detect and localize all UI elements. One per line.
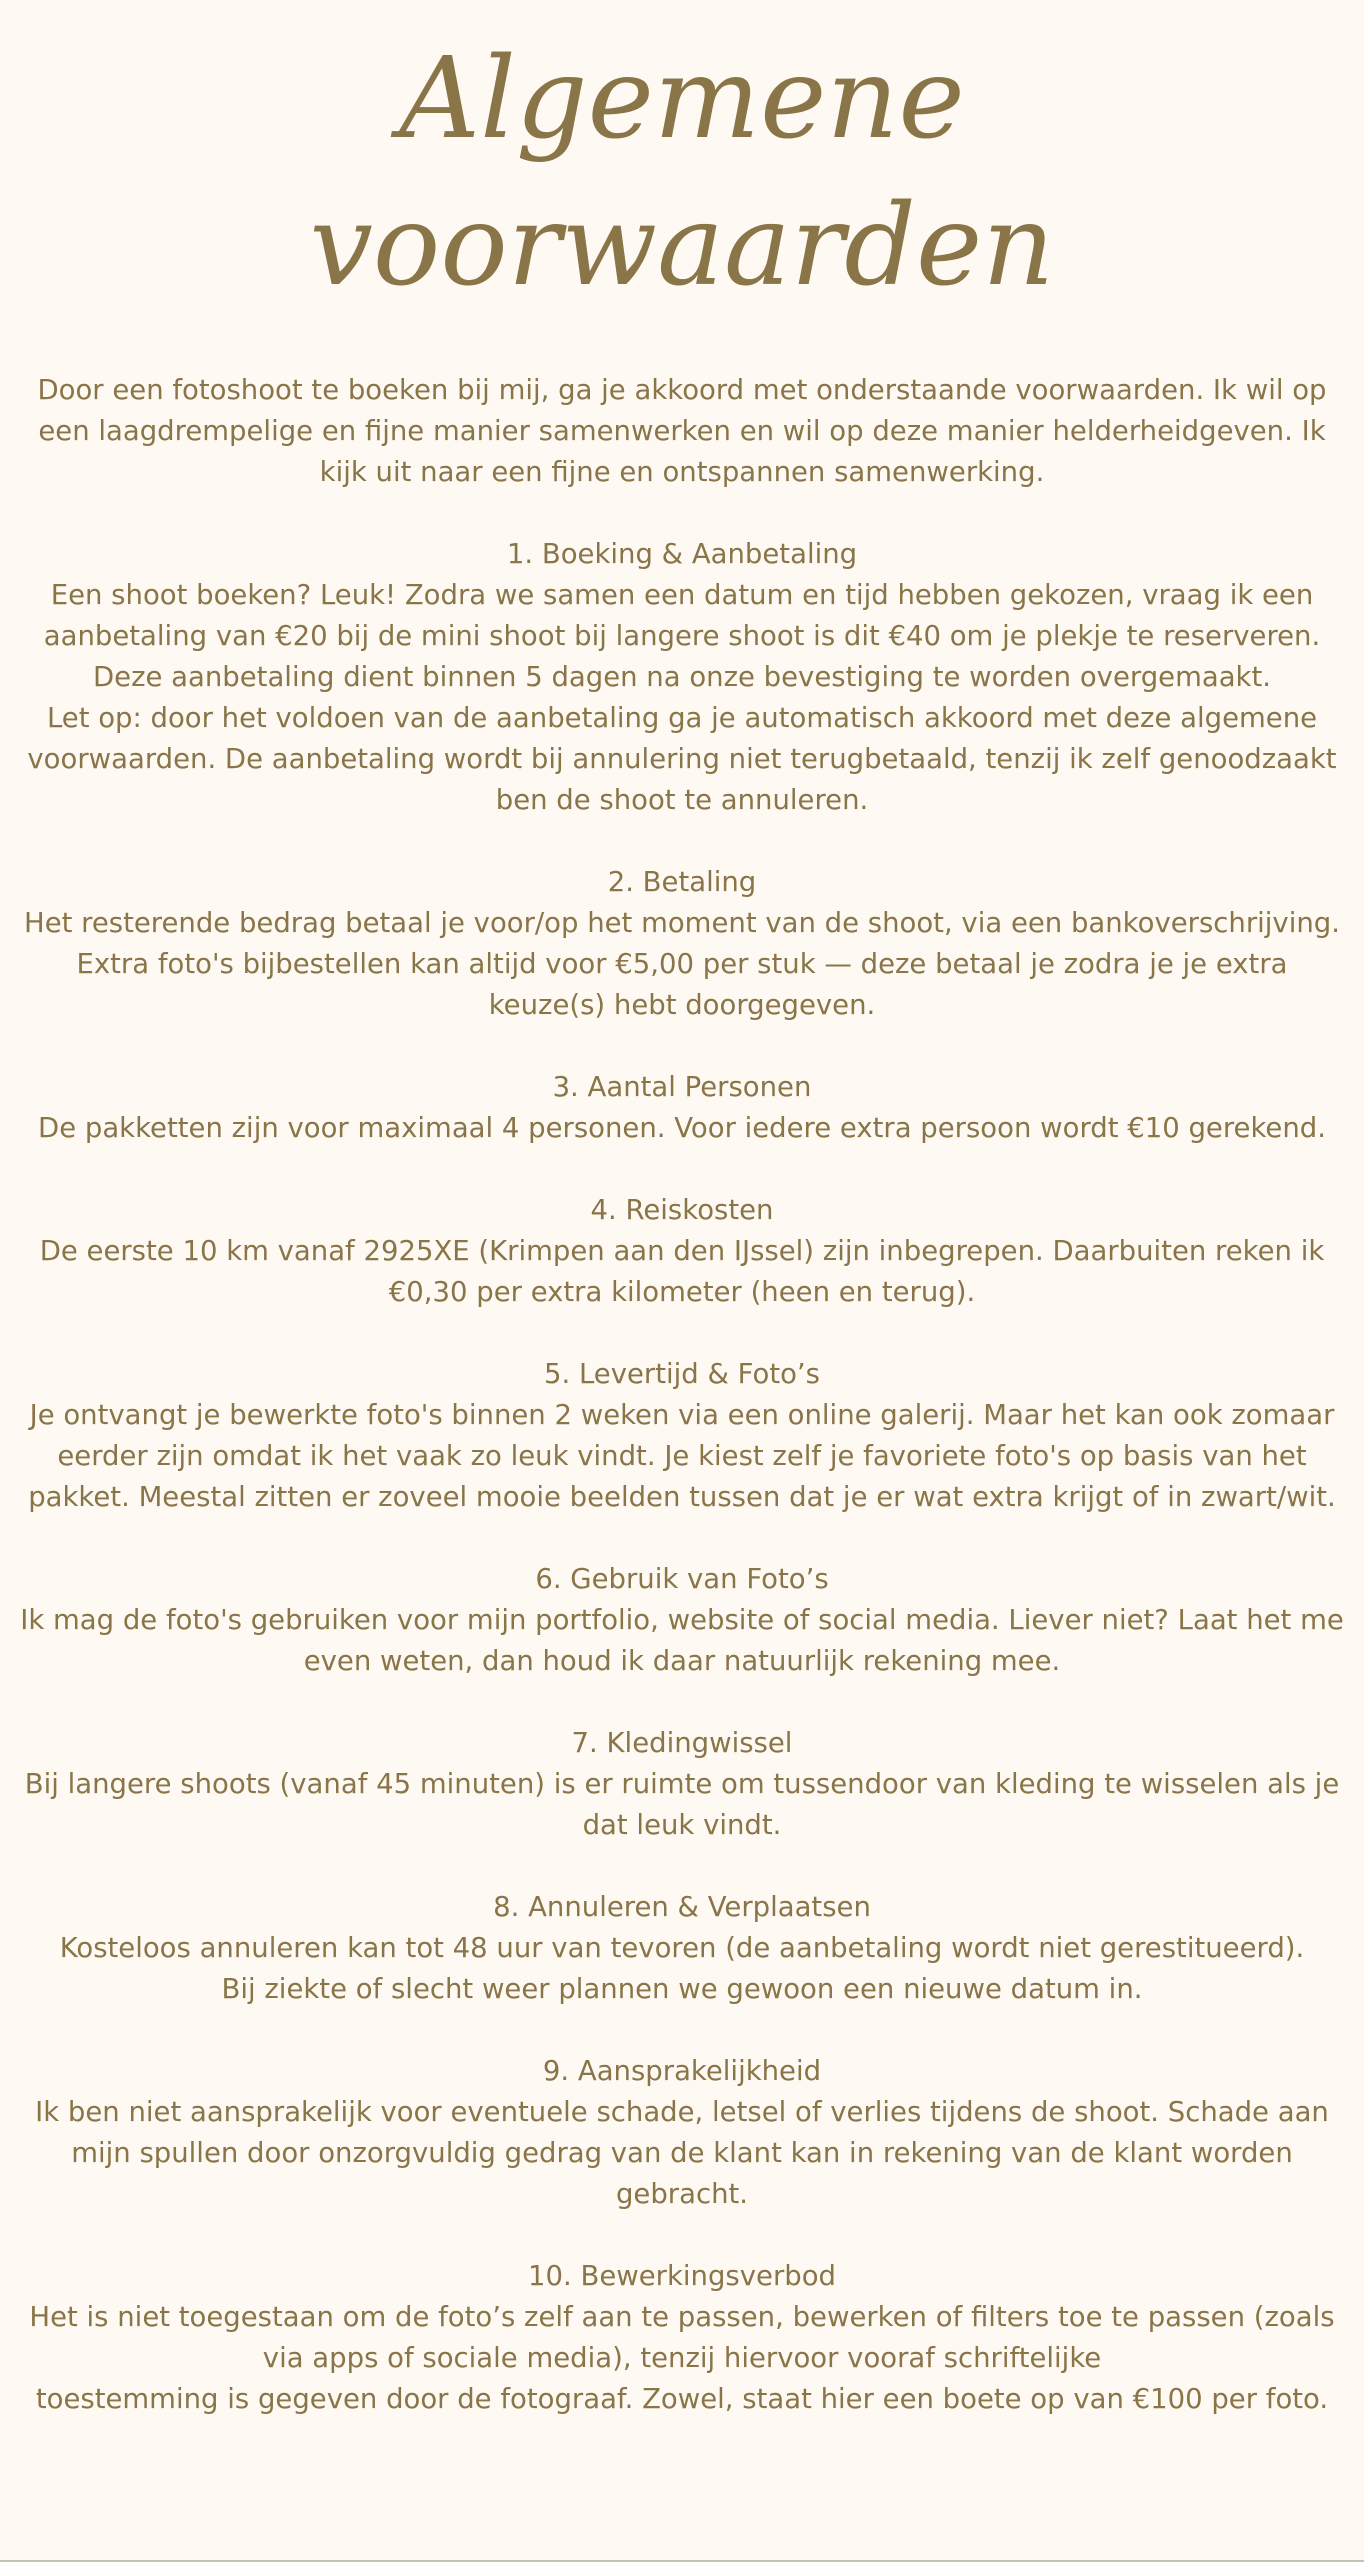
section-text: Bij ziekte of slecht weer plannen we gewoon een nieuwe datum in. — [221, 1973, 1143, 2005]
section-text: Ik ben niet aansprakelijk voor eventuele schade, letsel of verlies tijdens de shoot. Schade aan mijn spullen door onzorgvuldig gedrag van de klant kan in rekening van de klant worden gebracht. — [35, 2096, 1329, 2210]
terms-section-4 — [14, 1190, 1350, 1313]
section-heading: 3. Aantal Personen — [552, 1071, 812, 1103]
section-heading: 2. Betaling — [607, 866, 757, 898]
terms-section-3 — [14, 1067, 1350, 1149]
section-text: Let op: door het voldoen van de aanbetaling ga je automatisch akkoord met deze algemene voorwaarden. De aanbetaling wordt bij annulering niet terugbetaald, tenzij ik zelf genoodzaakt ben de shoot te annuleren. — [27, 702, 1337, 816]
section-heading: 10. Bewerkingsverbod — [528, 2260, 836, 2292]
title-line-2: voorwaarden — [309, 181, 1055, 311]
section-heading: 9. Aansprakelijkheid — [542, 2055, 822, 2087]
terms-section-6 — [14, 1559, 1350, 1682]
terms-content — [14, 370, 1350, 2420]
section-text: Een shoot boeken? Leuk! Zodra we samen een datum en tijd hebben gekozen, vraag ik een aanbetaling van €20 bij de mini shoot bij langere shoot is dit €40 om je plekje te reserveren. Deze aanbetaling dient binnen 5 dagen na onze bevestiging te worden overgemaakt. — [43, 579, 1321, 693]
section-text: Kosteloos annuleren kan tot 48 uur van tevoren (de aanbetaling wordt niet gerestitueerd). — [59, 1932, 1305, 1964]
section-heading: 5. Levertijd & Foto’s — [543, 1358, 821, 1390]
section-heading: 7. Kledingwissel — [571, 1727, 793, 1759]
terms-section-1 — [14, 534, 1350, 821]
section-text: Het is niet toegestaan om de foto’s zelf aan te passen, bewerken of filters toe te passen (zoals via apps of sociale media), tenzij hiervoor vooraf schriftelijke — [29, 2301, 1335, 2374]
section-heading: 4. Reiskosten — [590, 1194, 774, 1226]
section-heading: 8. Annuleren & Verplaatsen — [493, 1891, 871, 1923]
terms-section-8 — [14, 1887, 1350, 2010]
terms-section-5 — [14, 1354, 1350, 1518]
section-text: toestemming is gegeven door de fotograaf. Zowel, staat hier een boete op van €100 per foto. — [35, 2383, 1329, 2415]
section-heading: 1. Boeking & Aanbetaling — [506, 538, 858, 570]
title-line-1: Algemene — [399, 34, 965, 164]
section-text: Bij langere shoots (vanaf 45 minuten) is er ruimte om tussendoor van kleding te wisselen als je dat leuk vindt. — [24, 1768, 1340, 1841]
page-title — [0, 12, 1364, 332]
intro-text: Door een fotoshoot te boeken bij mij, ga je akkoord met onderstaande voorwaarden. Ik wil op een laagdrempelige en fijne manier samenwerken en wil op deze manier helderheidgeven. Ik kijk uit naar een fijne en ontspannen samenwerking. — [37, 374, 1327, 488]
section-text: De eerste 10 km vanaf 2925XE (Krimpen aan den IJssel) zijn inbegrepen. Daarbuiten reken ik €0,30 per extra kilometer (heen en terug). — [39, 1235, 1325, 1308]
script-title-art — [0, 12, 1364, 332]
terms-section-9 — [14, 2051, 1350, 2215]
terms-section-2 — [14, 862, 1350, 1026]
section-text: Je ontvangt je bewerkte foto's binnen 2 weken via een online galerij. Maar het kan ook zomaar eerder zijn omdat ik het vaak zo leuk vindt. Je kiest zelf je favoriete foto's op basis van het pakket. Meestal zitten er zoveel mooie beelden tussen dat je er wat extra krijgt of in zwart/wit. — [28, 1399, 1336, 1513]
section-text: De pakketten zijn voor maximaal 4 personen. Voor iedere extra persoon wordt €10 gerekend. — [38, 1112, 1326, 1144]
terms-section-7 — [14, 1723, 1350, 1846]
terms-section-10 — [14, 2256, 1350, 2420]
section-text: Het resterende bedrag betaal je voor/op het moment van de shoot, via een bankoverschrijving. Extra foto's bijbestellen kan altijd voor €5,00 per stuk — deze betaal je zodra je je extra keuze(s) hebt doorgegeven. — [24, 907, 1340, 1021]
section-heading: 6. Gebruik van Foto’s — [535, 1563, 829, 1595]
section-text: Ik mag de foto's gebruiken voor mijn portfolio, website of social media. Liever niet? Laat het me even weten, dan houd ik daar natuurlijk rekening mee. — [20, 1604, 1344, 1677]
